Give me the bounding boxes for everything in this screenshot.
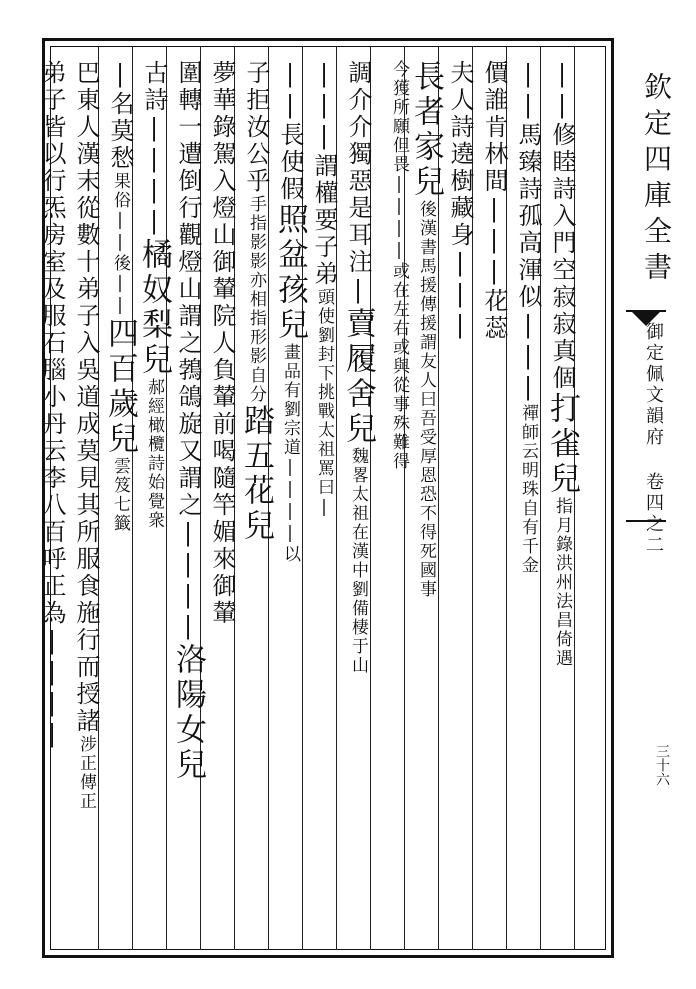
entry-heading: 打雀兒: [544, 392, 580, 497]
text-column: [272, 60, 310, 940]
text-column: [102, 60, 140, 940]
text-column: [40, 60, 72, 940]
margin-title: 欽定四庫全書: [640, 72, 673, 288]
text-run: 夢華錄駕入燈山御輦院人負輦前喝隨竿媚來御輦: [208, 60, 236, 627]
text-column: [238, 60, 276, 940]
text-column: [210, 60, 242, 940]
entry-heading: 洛陽女兒: [170, 643, 206, 783]
entry-heading: 四百歲兒: [102, 317, 138, 457]
text-run: ||長使假: [276, 60, 304, 203]
text-run: ||馬臻詩孤高渾似|||: [514, 60, 542, 404]
text-run: 巴東人漢末從數十弟子入吳道成莫見其所服食施行而授諸: [72, 60, 100, 735]
text-run: ||修睦詩入門空寂寂真個: [548, 60, 576, 392]
text-column: [340, 60, 378, 940]
annotation: 禪師云明珠自有千金: [518, 404, 538, 575]
annotation: 涉正傳正: [76, 735, 96, 811]
annotation: 郝經橄欖詩始覺衆: [144, 378, 164, 530]
text-column: [380, 60, 412, 940]
annotation: 魏畧太祖在漢中劉備棲于山: [348, 447, 368, 675]
text-run: 子拒汝公乎: [242, 60, 270, 195]
text-run: |名莫愁: [106, 60, 134, 172]
entry-heading: 照盆孩兒: [272, 203, 308, 343]
annotation: 畫品有劉宗道||||以: [280, 343, 300, 564]
entry-heading: 橘奴梨兒: [136, 238, 172, 378]
text-run: 圍轉一遭倒行觀燈山謂之鵓鴿旋又謂之||||: [174, 60, 202, 643]
text-column: [482, 60, 514, 940]
text-column: [312, 60, 344, 940]
entry-heading: 長者家兒: [408, 60, 444, 200]
text-run: 調介介獨惡是耳注|: [344, 60, 372, 307]
text-run: |||謂權要子弟: [310, 60, 338, 288]
annotation: 頭使劉封下挑戰太祖罵曰|: [314, 288, 334, 519]
entry-heading: 賣履舍兒: [340, 307, 376, 447]
text-column: [408, 60, 446, 940]
entry-heading: 踏五花兒: [238, 404, 274, 544]
annotation: 指月錄洪州法昌倚遇: [552, 497, 572, 668]
text-run: 價誰肯林間|||花蕊: [480, 60, 508, 342]
text-column: [544, 60, 582, 940]
text-column: [74, 60, 106, 940]
annotation: 果俗||後||: [110, 172, 130, 317]
text-column: [448, 60, 480, 940]
annotation: 手指影影亦相指形影自分: [246, 195, 266, 404]
text-run: 弟子皆以行炁房室及服石腦小丹云李八百呼正為||||: [38, 60, 66, 751]
text-column: [516, 60, 548, 940]
annotation: 今獲所願但畏||||或在左右或與從事殊難得: [389, 60, 409, 471]
text-run: 古詩||||: [140, 60, 168, 238]
annotation: 雲笈七籤: [110, 457, 130, 533]
margin-subtitle: 御定佩文韻府 卷四之二: [643, 322, 664, 556]
text-column: [170, 60, 208, 940]
text-run: 夫人詩遶樹藏身|||: [446, 60, 474, 342]
text-column: [136, 60, 174, 940]
annotation: 後漢書馬援傳援謂友人曰吾受厚恩恐不得死國事: [416, 200, 436, 599]
page-number: 三十六: [654, 744, 670, 786]
